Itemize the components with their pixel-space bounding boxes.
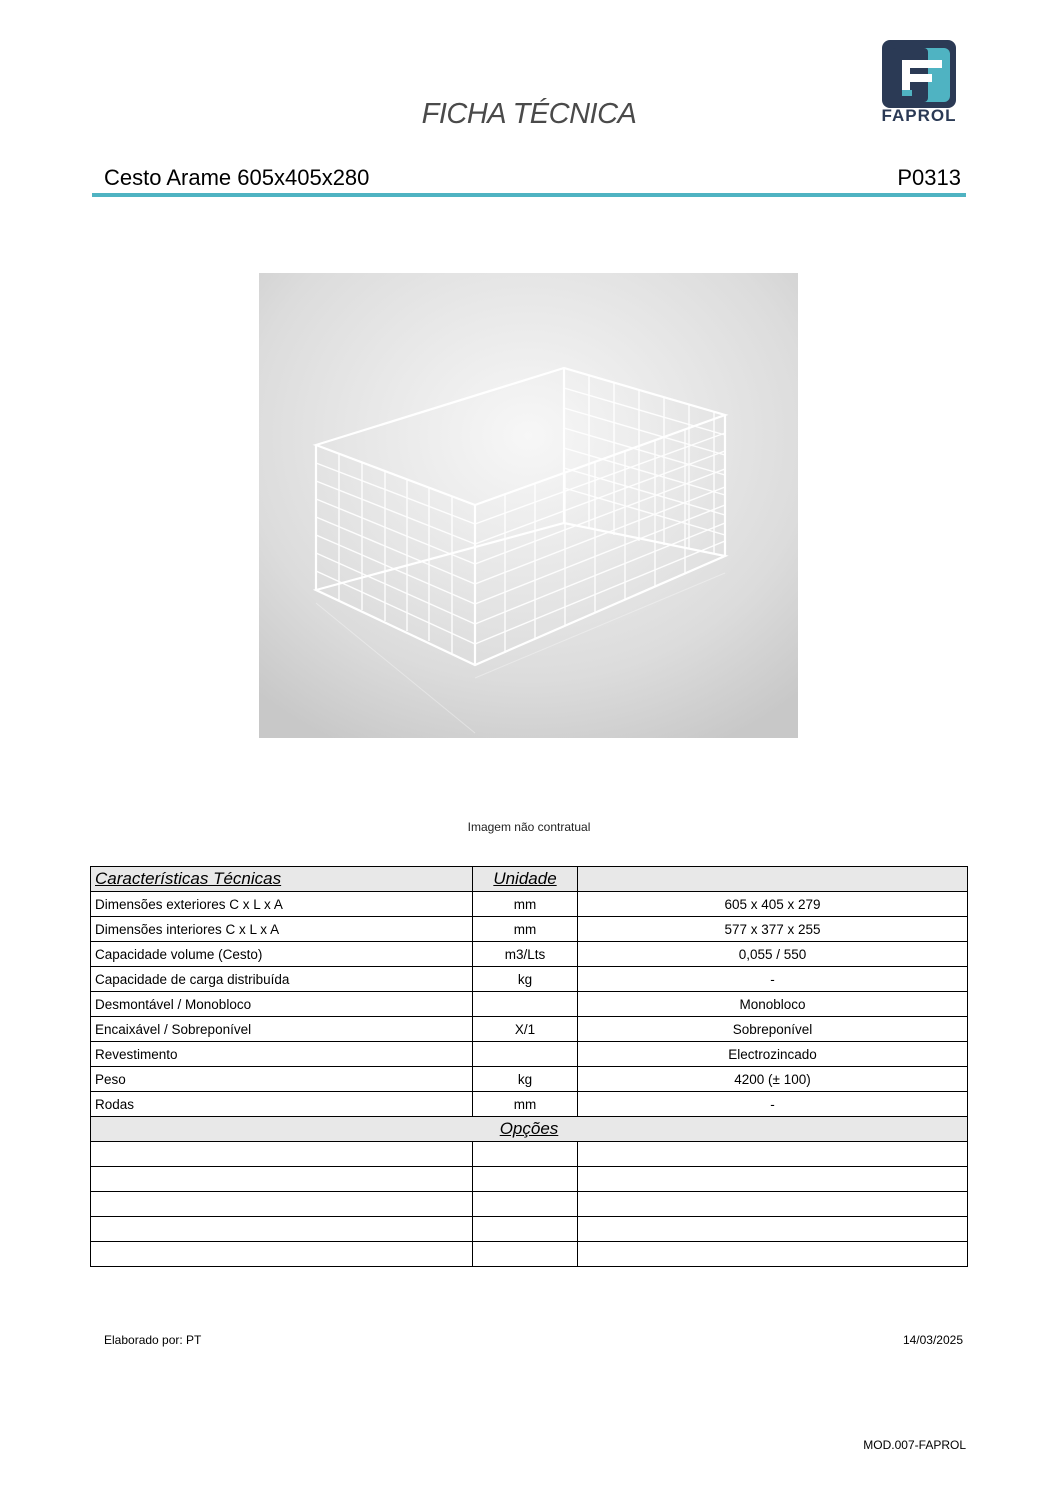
spec-value: 605 x 405 x 279	[578, 892, 968, 917]
spec-value: -	[578, 1092, 968, 1117]
empty-cell	[91, 1167, 473, 1192]
spec-unit: m3/Lts	[473, 942, 578, 967]
empty-option-row	[91, 1142, 968, 1167]
wire-basket-photo	[259, 273, 798, 738]
table-row	[91, 917, 968, 942]
spec-label: Rodas	[91, 1092, 473, 1117]
author-text: Elaborado por: PT	[104, 1333, 202, 1347]
spec-unit: mm	[473, 892, 578, 917]
spec-label: Encaixável / Sobreponível	[91, 1017, 473, 1042]
spec-label: Dimensões exteriores C x L x A	[91, 892, 473, 917]
image-caption: Imagem não contratual	[467, 820, 591, 834]
product-code: P0313	[897, 165, 961, 190]
spec-unit: X/1	[473, 1017, 578, 1042]
empty-cell	[473, 1192, 578, 1217]
table-row	[91, 967, 968, 992]
header-characteristics: Características Técnicas	[91, 867, 473, 892]
empty-cell	[578, 1192, 968, 1217]
spec-label: Desmontável / Monobloco	[91, 992, 473, 1017]
empty-option-row	[91, 1217, 968, 1242]
spec-label: Dimensões interiores C x L x A	[91, 917, 473, 942]
spec-value: Monobloco	[578, 992, 968, 1017]
table-row	[91, 992, 968, 1017]
spec-unit: kg	[473, 967, 578, 992]
spec-value: 4200 (± 100)	[578, 1067, 968, 1092]
empty-cell	[91, 1242, 473, 1267]
empty-cell	[91, 1142, 473, 1167]
product-name: Cesto Arame 605x405x280	[104, 165, 370, 190]
spec-unit: kg	[473, 1067, 578, 1092]
header-value	[578, 867, 968, 892]
empty-cell	[578, 1217, 968, 1242]
spec-value: Sobreponível	[578, 1017, 968, 1042]
spec-unit	[473, 1042, 578, 1067]
options-header-row	[91, 1117, 968, 1142]
empty-cell	[473, 1142, 578, 1167]
specs-table	[90, 866, 968, 1267]
spec-label: Revestimento	[91, 1042, 473, 1067]
logo-text: FAPROL	[881, 106, 957, 125]
table-row	[91, 1017, 968, 1042]
spec-value: 0,055 / 550	[578, 942, 968, 967]
spec-unit	[473, 992, 578, 1017]
empty-cell	[473, 1217, 578, 1242]
empty-cell	[473, 1242, 578, 1267]
header-unit: Unidade	[473, 867, 578, 892]
model-code: MOD.007-FAPROL	[863, 1438, 966, 1452]
empty-cell	[91, 1192, 473, 1217]
table-row	[91, 1092, 968, 1117]
spec-label: Capacidade volume (Cesto)	[91, 942, 473, 967]
spec-value: 577 x 377 x 255	[578, 917, 968, 942]
header-rule	[92, 193, 966, 197]
empty-cell	[578, 1242, 968, 1267]
empty-option-row	[91, 1167, 968, 1192]
table-header-row	[91, 867, 968, 892]
date-text: 14/03/2025	[902, 1333, 963, 1347]
spec-value: Electrozincado	[578, 1042, 968, 1067]
table-row	[91, 892, 968, 917]
spec-unit: mm	[473, 1092, 578, 1117]
options-title: Opções	[91, 1117, 968, 1142]
empty-cell	[91, 1217, 473, 1242]
table-row	[91, 1067, 968, 1092]
page-title: FICHA TÉCNICA	[421, 98, 637, 130]
empty-cell	[578, 1167, 968, 1192]
table-row	[91, 1042, 968, 1067]
table-row	[91, 942, 968, 967]
empty-option-row	[91, 1192, 968, 1217]
spec-label: Peso	[91, 1067, 473, 1092]
empty-cell	[473, 1167, 578, 1192]
spec-value: -	[578, 967, 968, 992]
spec-label: Capacidade de carga distribuída	[91, 967, 473, 992]
empty-option-row	[91, 1242, 968, 1267]
empty-cell	[578, 1142, 968, 1167]
spec-unit: mm	[473, 917, 578, 942]
